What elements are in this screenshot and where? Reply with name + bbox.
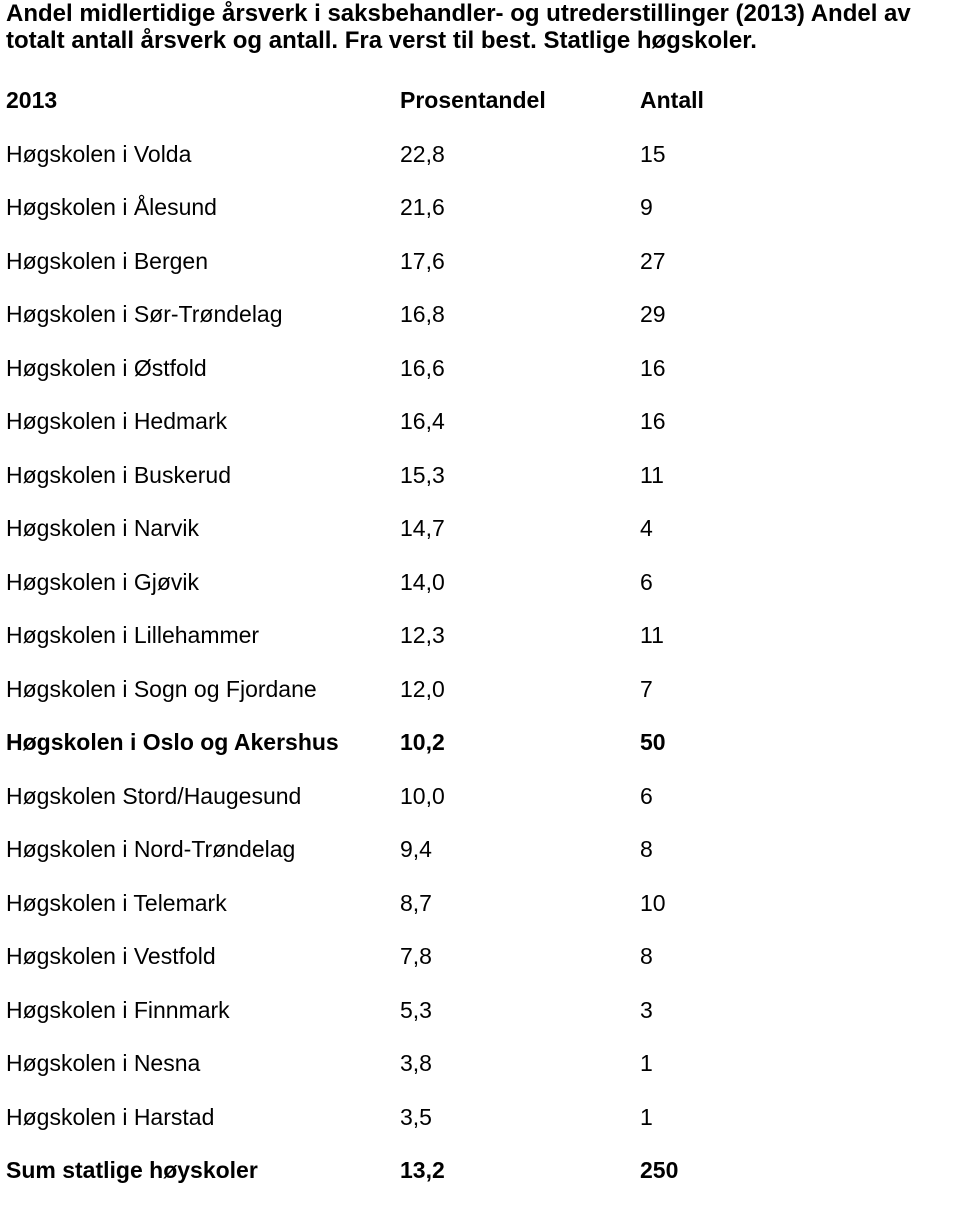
institution-name-cell: Høgskolen i Lillehammer [6,622,260,648]
percentage-cell: 10,0 [400,782,445,809]
count-cell: 9 [640,194,653,220]
percentage-cell: 22,8 [400,140,445,167]
institution-name-cell: Høgskolen i Gjøvik [6,568,199,595]
institution-name-cell: Høgskolen i Vestfold [6,943,216,969]
percentage-cell: 14,7 [400,515,445,541]
percentage-cell: 3,8 [400,1050,432,1076]
column-header-percentage: Prosentandel [400,87,546,113]
institution-name-cell: Høgskolen i Oslo og Akershus [6,729,339,755]
institution-name-cell: Høgskolen i Narvik [6,515,199,541]
institution-name-cell: Høgskolen i Finnmark [6,996,230,1023]
percentage-cell: 16,6 [400,354,445,381]
count-cell: 27 [640,247,666,274]
table-body [6,136,946,1206]
table-row [6,296,946,350]
count-cell: 6 [640,568,653,595]
table-row [6,510,946,564]
institution-name-cell: Høgskolen Stord/Haugesund [6,782,302,809]
percentage-cell: 16,4 [400,408,445,434]
document-title: Andel midlertidige årsverk i saksbehandler- og utrederstillinger (2013) Andel av totalt antall årsverk og antall. Fra verst til best. Statlige høgskoler. [6,0,911,54]
percentage-cell: 3,5 [400,1103,432,1130]
percentage-cell: 7,8 [400,943,432,969]
count-cell: 11 [640,461,664,488]
institution-name-cell: Høgskolen i Telemark [6,889,227,916]
table-row [6,938,946,992]
table-row [6,671,946,725]
table-row [6,243,946,297]
percentage-cell: 12,3 [400,622,445,648]
table-row-highlighted [6,724,946,778]
count-cell: 16 [640,354,666,381]
percentage-cell: 12,0 [400,675,445,702]
percentage-cell: 8,7 [400,889,432,916]
institution-name-cell: Høgskolen i Buskerud [6,461,231,488]
count-cell: 8 [640,943,653,969]
percentage-cell: 15,3 [400,461,445,488]
count-cell: 8 [640,836,653,862]
percentage-cell: 10,2 [400,729,445,755]
institution-name-cell: Høgskolen i Østfold [6,354,207,381]
count-cell: 10 [640,889,666,916]
count-cell: 4 [640,515,653,541]
table-row [6,778,946,832]
count-cell: 6 [640,782,653,809]
percentage-cell: 14,0 [400,568,445,595]
count-cell: 11 [640,622,664,648]
institution-name-cell: Høgskolen i Hedmark [6,408,228,434]
percentage-cell: 21,6 [400,194,445,220]
count-cell: 3 [640,996,653,1023]
table-row [6,189,946,243]
table-row [6,885,946,939]
institution-name-cell: Høgskolen i Nord-Trøndelag [6,836,296,862]
institution-name-cell: Høgskolen i Ålesund [6,194,217,220]
table-row [6,403,946,457]
table-row [6,564,946,618]
table-row [6,617,946,671]
table-row [6,136,946,190]
count-cell: 29 [640,301,666,327]
table-header-row [6,82,946,136]
count-cell: 250 [640,1157,679,1183]
institution-name-cell: Høgskolen i Nesna [6,1050,201,1076]
table-row [6,1045,946,1099]
count-cell: 7 [640,675,653,702]
institution-name-cell: Høgskolen i Harstad [6,1103,215,1130]
institution-name-cell: Høgskolen i Bergen [6,247,208,274]
institution-name-cell: Høgskolen i Volda [6,140,192,167]
institution-name-cell: Høgskolen i Sør-Trøndelag [6,301,283,327]
percentage-cell: 13,2 [400,1157,445,1183]
table-row [6,1099,946,1153]
count-cell: 15 [640,140,666,167]
count-cell: 16 [640,408,666,434]
institution-name-cell: Høgskolen i Sogn og Fjordane [6,675,317,702]
column-header-count: Antall [640,87,704,113]
table-row-highlighted [6,1152,946,1206]
percentage-cell: 5,3 [400,996,432,1023]
table-row [6,457,946,511]
percentage-cell: 17,6 [400,247,445,274]
count-cell: 1 [640,1050,653,1076]
column-header-year: 2013 [6,87,58,113]
count-cell: 50 [640,729,666,755]
table-row [6,831,946,885]
institution-name-cell: Sum statlige høyskoler [6,1157,258,1183]
percentage-cell: 16,8 [400,301,445,327]
data-table [6,82,946,1206]
percentage-cell: 9,4 [400,836,432,862]
table-row [6,350,946,404]
table-row [6,992,946,1046]
count-cell: 1 [640,1103,653,1130]
